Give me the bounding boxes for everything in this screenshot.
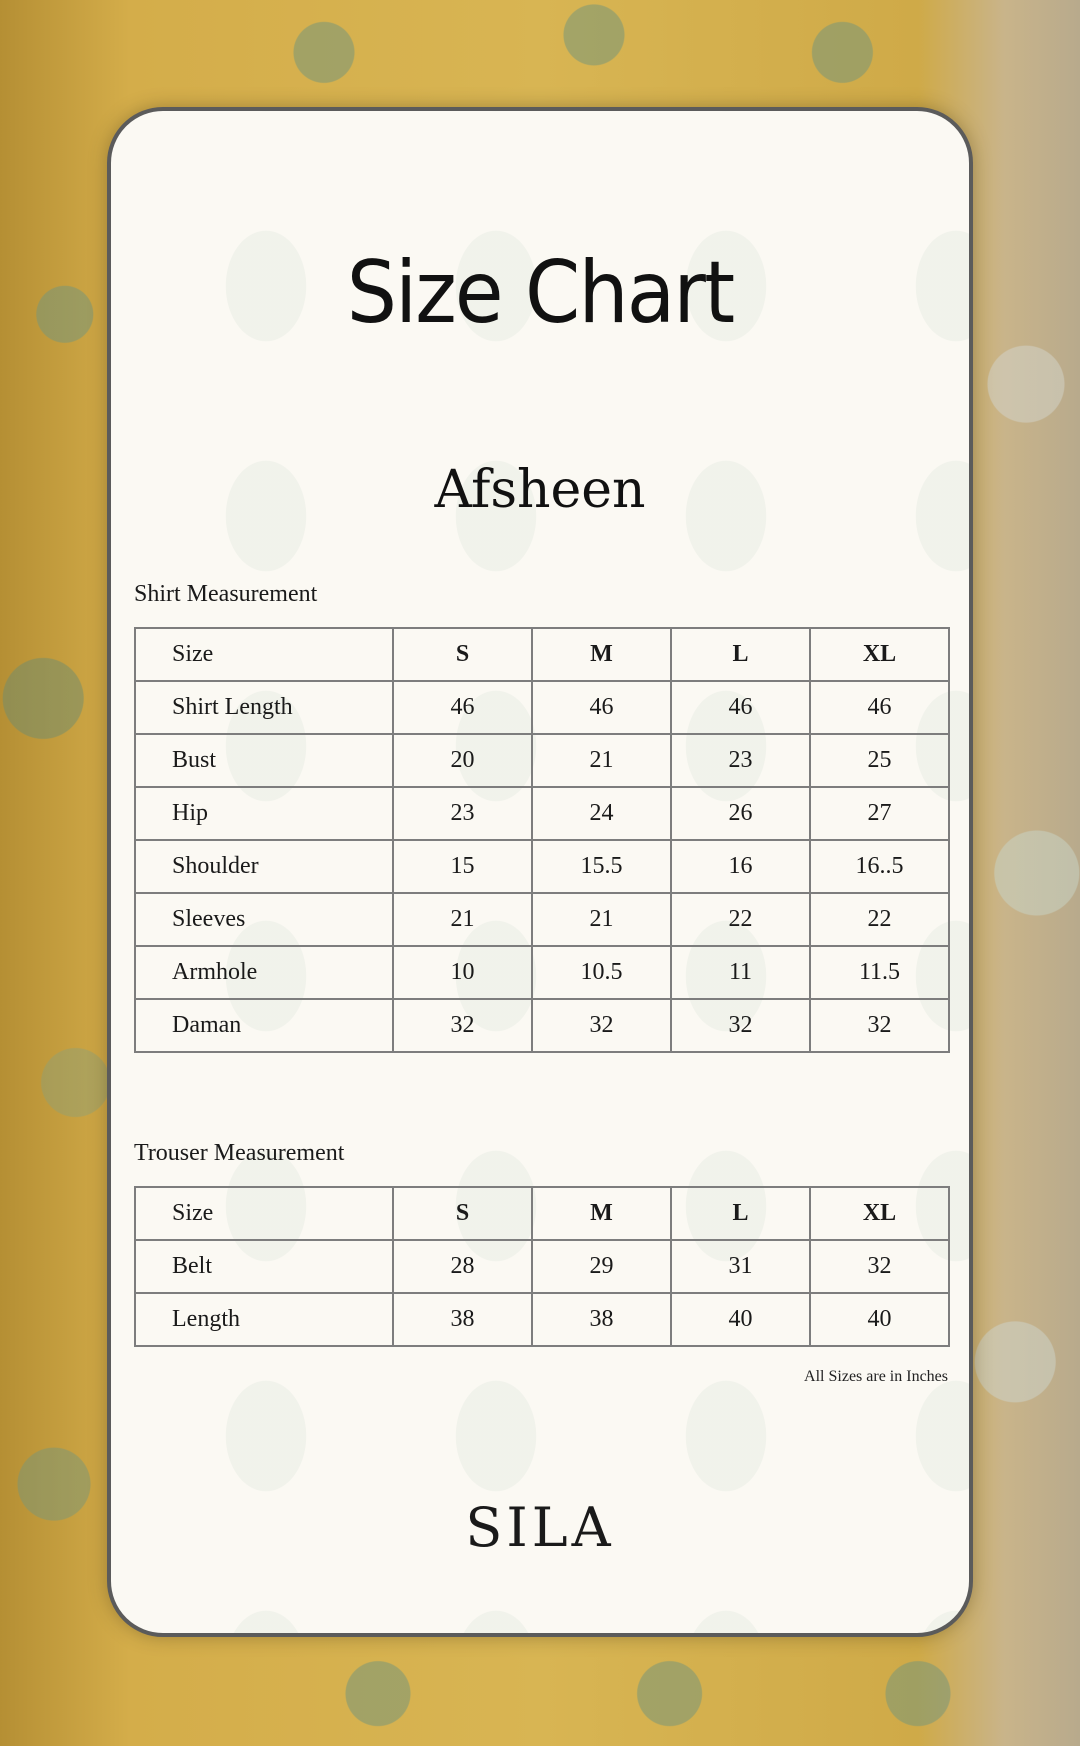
cell-value: 16	[671, 840, 810, 893]
cell-value: 46	[671, 681, 810, 734]
cell-value: 10.5	[532, 946, 671, 999]
cell-value: 22	[810, 893, 949, 946]
row-label: Shoulder	[135, 840, 393, 893]
table-row	[135, 893, 949, 946]
trouser-section-label: Trouser Measurement	[134, 1140, 345, 1166]
cell-value: 46	[810, 681, 949, 734]
table-row	[135, 999, 949, 1052]
shirt-section-label: Shirt Measurement	[134, 581, 318, 607]
cell-value: 20	[393, 734, 532, 787]
cell-value: 11.5	[810, 946, 949, 999]
table-row	[135, 840, 949, 893]
cell-value: 26	[671, 787, 810, 840]
cell-value: 21	[393, 893, 532, 946]
trouser-size-table	[134, 1186, 950, 1347]
header-s: S	[393, 1187, 532, 1240]
row-label: Belt	[135, 1240, 393, 1293]
cell-value: 46	[532, 681, 671, 734]
cell-value: 10	[393, 946, 532, 999]
header-m: M	[532, 628, 671, 681]
cell-value: 15.5	[532, 840, 671, 893]
header-s: S	[393, 628, 532, 681]
brand-logo: SILA	[465, 1496, 615, 1559]
table-row	[135, 681, 949, 734]
units-note: All Sizes are in Inches	[804, 1368, 948, 1385]
cell-value: 21	[532, 893, 671, 946]
header-xl: XL	[810, 1187, 949, 1240]
header-l: L	[671, 628, 810, 681]
cell-value: 23	[393, 787, 532, 840]
cell-value: 38	[393, 1293, 532, 1346]
cell-value: 46	[393, 681, 532, 734]
table-header-row	[135, 628, 949, 681]
table-row	[135, 734, 949, 787]
cell-value: 31	[671, 1240, 810, 1293]
cell-value: 38	[532, 1293, 671, 1346]
row-label: Armhole	[135, 946, 393, 999]
cell-value: 11	[671, 946, 810, 999]
header-xl: XL	[810, 628, 949, 681]
header-size: Size	[135, 1187, 393, 1240]
cell-value: 21	[532, 734, 671, 787]
header-size: Size	[135, 628, 393, 681]
table-row	[135, 1240, 949, 1293]
cell-value: 23	[671, 734, 810, 787]
cell-value: 22	[671, 893, 810, 946]
cell-value: 32	[810, 999, 949, 1052]
cell-value: 32	[393, 999, 532, 1052]
collection-name: Afsheen	[434, 460, 646, 520]
row-label: Shirt Length	[135, 681, 393, 734]
table-row	[135, 946, 949, 999]
row-label: Length	[135, 1293, 393, 1346]
cell-value: 28	[393, 1240, 532, 1293]
table-header-row	[135, 1187, 949, 1240]
table-row	[135, 1293, 949, 1346]
row-label: Bust	[135, 734, 393, 787]
row-label: Daman	[135, 999, 393, 1052]
cell-value: 25	[810, 734, 949, 787]
cell-value: 40	[671, 1293, 810, 1346]
cell-value: 16..5	[810, 840, 949, 893]
cell-value: 32	[671, 999, 810, 1052]
cell-value: 32	[810, 1240, 949, 1293]
row-label: Hip	[135, 787, 393, 840]
page-title: Size Chart	[346, 243, 734, 343]
cell-value: 29	[532, 1240, 671, 1293]
header-m: M	[532, 1187, 671, 1240]
cell-value: 24	[532, 787, 671, 840]
cell-value: 40	[810, 1293, 949, 1346]
shirt-size-table	[134, 627, 950, 1053]
header-l: L	[671, 1187, 810, 1240]
cell-value: 27	[810, 787, 949, 840]
table-row	[135, 787, 949, 840]
cell-value: 15	[393, 840, 532, 893]
cell-value: 32	[532, 999, 671, 1052]
row-label: Sleeves	[135, 893, 393, 946]
